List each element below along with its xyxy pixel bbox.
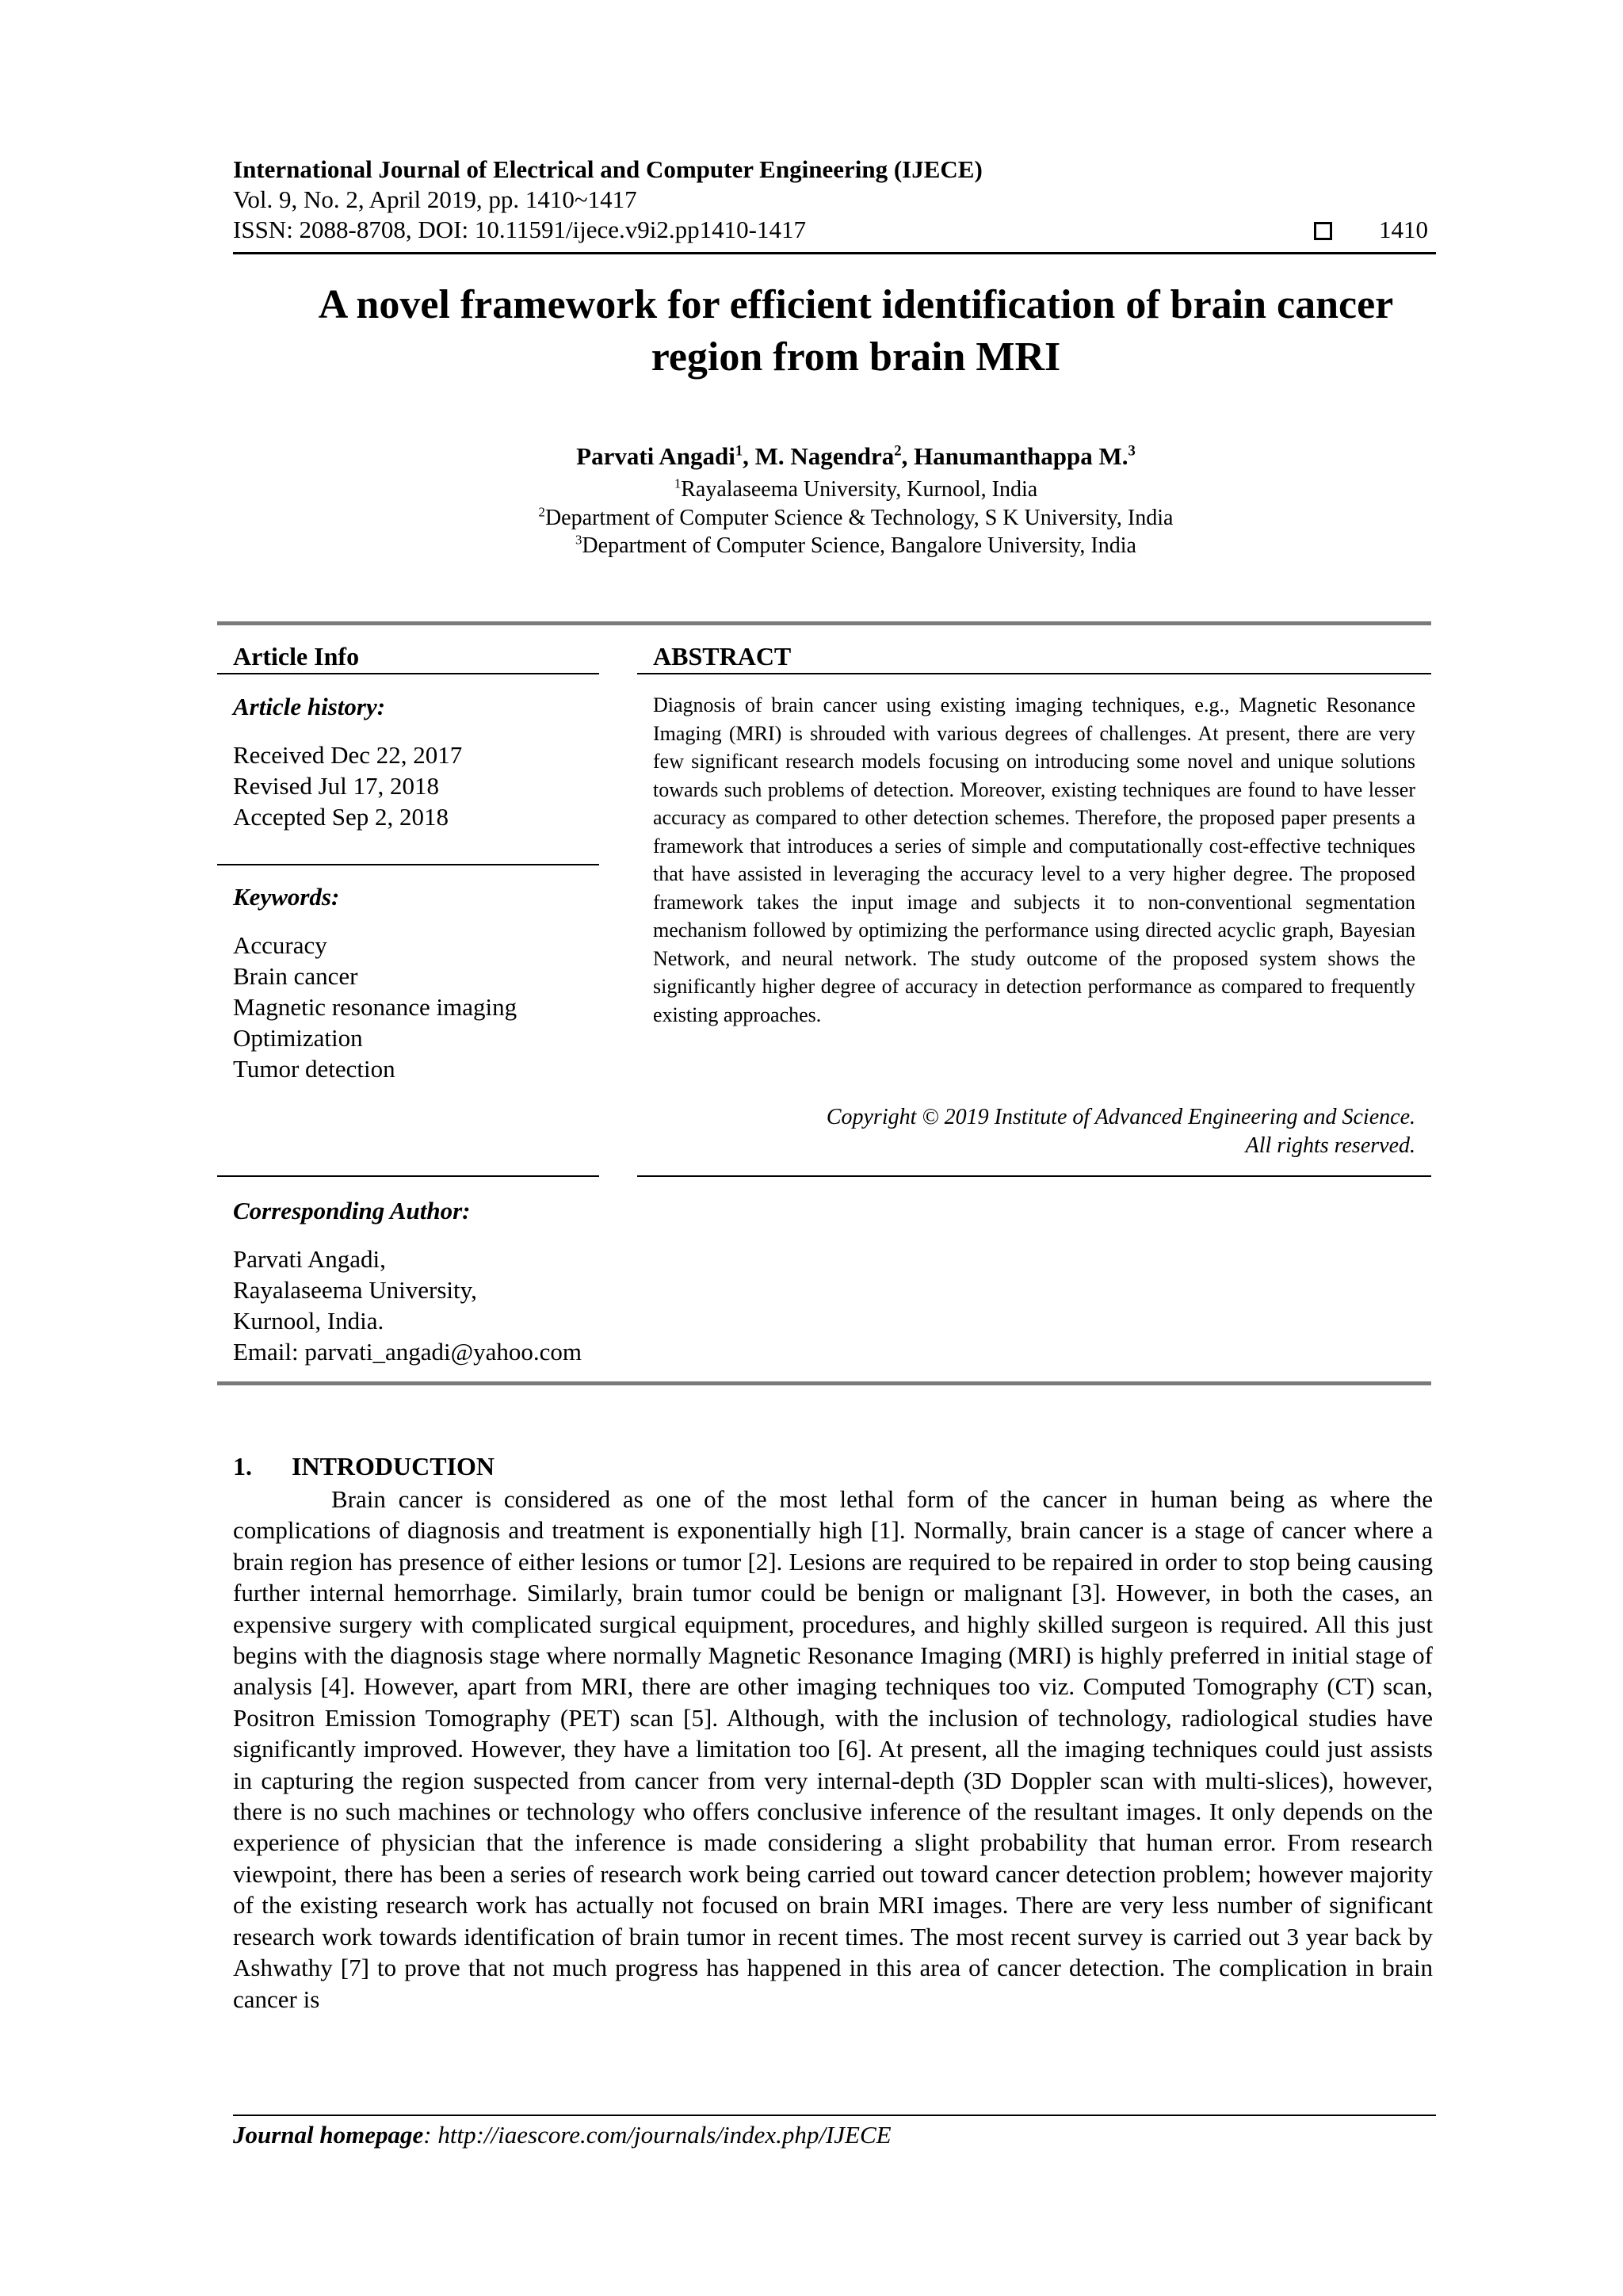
abstract-rule [637,673,1431,674]
copyright-line: Copyright © 2019 Institute of Advanced Engineering and Science. [826,1105,1415,1129]
author-list [143,442,1569,471]
keyword-item: Tumor detection [233,1055,395,1083]
keyword-item: Accuracy [233,931,327,959]
corresponding-author-heading: Corresponding Author: [233,1197,471,1224]
corresponding-university: Rayalaseema University, [233,1276,477,1304]
affiliation-text: Department of Computer Science & Technology, S K University, India [544,506,1174,530]
author-sup: 1 [735,442,743,460]
keyword-item: Brain cancer [233,962,358,990]
accepted-date: Accepted Sep 2, 2018 [233,803,449,831]
author-name: Hanumanthappa M. [914,442,1128,470]
volume-line: Vol. 9, No. 2, April 2019, pp. 1410~1417 [233,185,637,213]
affiliation-text: Rayalaseema University, Kurnool, India [681,477,1038,502]
revised-date: Revised Jul 17, 2018 [233,772,440,800]
checkbox-square-icon [1314,222,1332,240]
author-name: Parvati Angadi [576,442,735,470]
abstract-bottom-rule [637,1175,1431,1177]
keywords-rule [217,1175,599,1177]
introduction-paragraph: Brain cancer is considered as one of the most lethal form of the cancer in human being as where the complications of diagnosis and treatment is exponentially high [1]. Normally, brain cancer is a stage of cancer where a brain region has presence of either lesions or tumor [2]. Lesions are required to be repaired in order to stop being causing further internal hemorrhage. Similarly, brain tumor could be benign or malignant [3]. However, in both the cases, an expensive surgery with complicated surgical equipment, procedures, and highly skilled surgeon is required. All this just begins with the diagnosis stage where normally Magnetic Resonance Imaging (MRI) is highly preferred in initial stage of analysis [4]. However, apart from MRI, there are other imaging techniques too viz. Computed Tomography (CT) scan, Positron Emission Tomography (PET) scan [5]. Although, with the inclusion of technology, radiological studies have significantly improved. However, they have a limitation too [6]. At present, all the imaging techniques could just assists in capturing the region suspected from cancer from very internal-depth (3D Doppler scan with multi-slices), however, there is no such machines or technology who offers conclusive inference of the resultant images. It only depends on the experience of physician that the inference is made considering a slight probability that human error. From research viewpoint, there has been a series of research work being carried out toward cancer detection problem; however majority of the existing research work has actually not focused on brain MRI images. There are very less number of significant research work towards identification of brain tumor in recent times. The most recent survey is carried out 3 year back by Ashwathy [7] to prove that not much progress has happened in this area of cancer detection. The complication in brain cancer is [233,1485,1433,2013]
introduction-number: 1. [233,1452,252,1480]
affiliation [143,532,1569,560]
introduction-heading: INTRODUCTION [292,1452,495,1480]
received-date: Received Dec 22, 2017 [233,741,463,769]
article-info-heading: Article Info [233,642,360,670]
article-history-heading: Article history: [233,693,386,720]
keywords-heading: Keywords: [233,883,340,911]
page-number: 1410 [1379,216,1428,243]
info-box-bottom-rule [217,1381,1431,1385]
affiliation-sup: 3 [575,532,582,548]
keyword-item: Optimization [233,1024,363,1052]
affiliation-sup: 1 [674,476,682,491]
header-rule [233,252,1436,254]
author-sup: 3 [1128,442,1136,460]
author-name: M. Nagendra [754,442,895,470]
homepage-label: Journal homepage [233,2121,424,2149]
journal-title: International Journal of Electrical and Computer Engineering (IJECE) [233,155,983,183]
history-rule [217,864,599,865]
info-box-top-rule [217,621,1431,625]
affiliation [143,504,1569,532]
homepage-url[interactable]: http://iaescore.com/journals/index.php/IJECE [431,2121,892,2149]
corresponding-city: Kurnool, India. [233,1307,384,1335]
affiliation-sup: 2 [538,504,545,520]
keyword-item: Magnetic resonance imaging [233,993,517,1021]
abstract-text: Diagnosis of brain cancer using existing imaging techniques, e.g., Magnetic Resonance Imaging (MRI) is shrouded with various degrees of challenges. At present, there are very few significant research models focusing on introducing some novel and unique solutions towards such problems of detection. Moreover, existing techniques are found to have lesser accuracy as compared to other detection schemes. Therefore, the proposed paper presents a framework that introduces a series of simple and computationally cost-effective techniques that have assisted in leveraging the accuracy level to a very higher degree. The proposed framework takes the input image and subjects it to non-conventional segmentation mechanism followed by optimizing the performance using directed acyclic graph, Bayesian Network, and neural network. The study outcome of the proposed system shows the significantly higher degree of accuracy in detection performance as compared to frequently existing approaches. [653,693,1415,1026]
issn-line: ISSN: 2088-8708, DOI: 10.11591/ijece.v9i2.pp1410-1417 [233,216,806,243]
author-sup: 2 [894,442,902,460]
author-separator: , [743,442,755,470]
abstract-body [653,691,1415,1029]
paper-title-line-1: A novel framework for efficient identification of brain cancer [318,282,1394,327]
abstract-heading: ABSTRACT [653,642,792,670]
article-info-rule [217,673,599,674]
affiliation [143,476,1569,503]
copyright-line: All rights reserved. [1245,1133,1415,1158]
paper-title-line-2: region from brain MRI [651,334,1061,380]
author-separator: , [901,442,915,470]
journal-homepage [233,2121,892,2149]
affiliation-text: Department of Computer Science, Bangalore University, India [582,533,1136,558]
homepage-colon: : [423,2121,432,2149]
introduction-body [233,1484,1433,2015]
corresponding-email[interactable]: Email: parvati_angadi@yahoo.com [233,1338,582,1366]
footer-rule [233,2115,1436,2116]
corresponding-name: Parvati Angadi, [233,1245,386,1273]
